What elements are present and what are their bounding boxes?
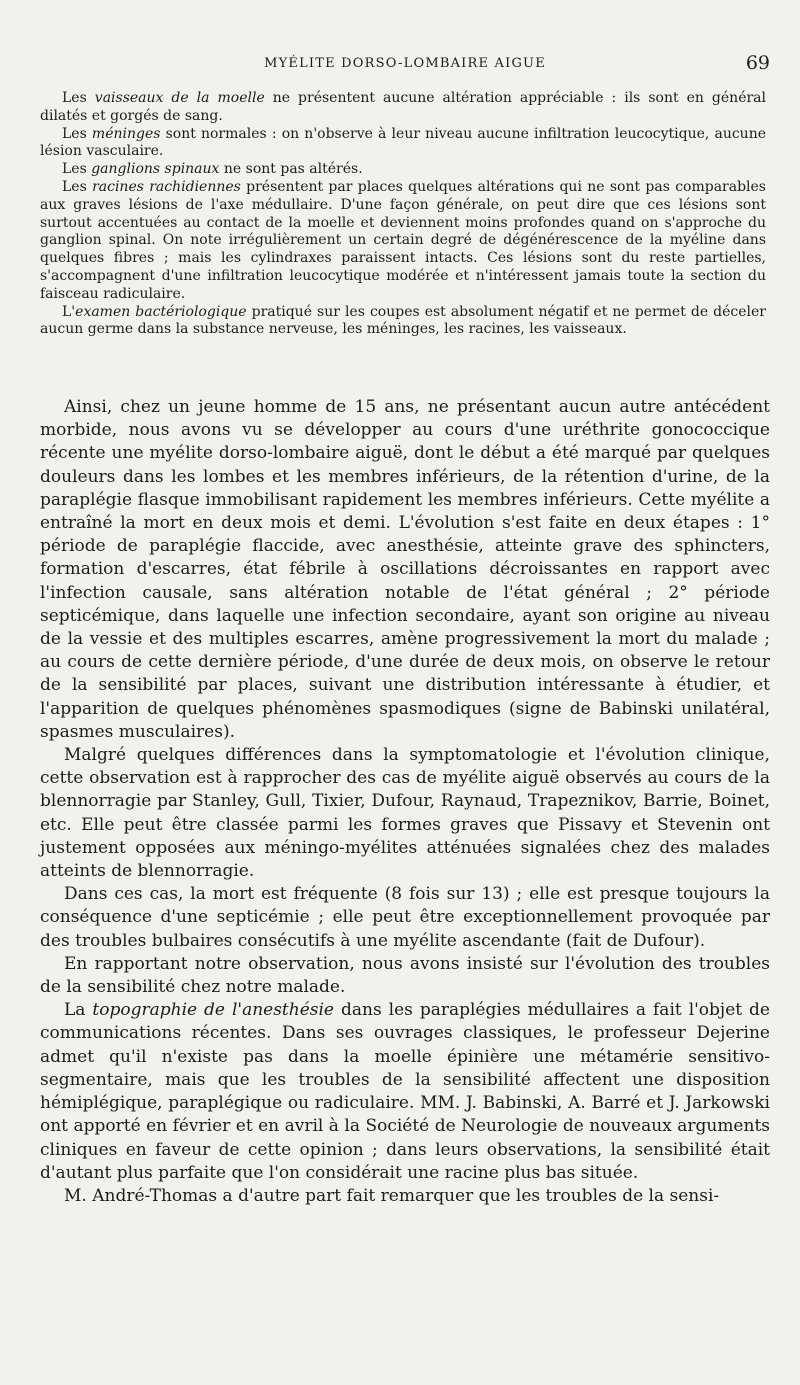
note-paragraph: Les racines rachidiennes présentent par places quelques altérations qui ne sont pas comparables aux graves lésions de l'axe médullaire. D'une façon générale, on peut dire que ces lésions sont surtout accentuées au contact de la moelle et deviennent moins profondes quand on s'approche du ganglion spinal. On note irrégulièrement un certain degré de dégénérescence de la myéline dans quelques fibres ; mais les cylindraxes paraissent intacts. Ces lésions sont du reste partielles, s'accompagnent d'une infiltration leucocytique modérée et n'intéressent jamais toute la section du faisceau radiculaire. [40, 178, 766, 302]
main-text [40, 396, 770, 1208]
body-paragraph: La topographie de l'anesthésie dans les paraplégies médullaires a fait l'objet de communications récentes. Dans ses ouvrages classiques, le professeur Dejerine admet qu'il n'existe pas dans la moelle épinière une métamérie sensitivo-segmentaire, mais que les troubles de la sensibilité affectent une disposition hémiplégique, paraplégique ou radiculaire. MM. J. Babinski, A. Barré et J. Jarkowski ont apporté en février et en avril à la Société de Neurologie de nouveaux arguments cliniques en faveur de cette opinion ; dans leurs observations, la sensibilité était d'autant plus parfaite que l'on considérait une racine plus bas située. [40, 1000, 770, 1183]
body-paragraph: Ainsi, chez un jeune homme de 15 ans, ne présentant aucun autre antécédent morbide, nous avons vu se développer au cours d'une uréthrite gonococcique récente une myélite dorso-lombaire aiguë, dont le début a été marqué par quelques douleurs dans les lombes et les membres inférieurs, de la rétention d'urine, de la paraplégie flasque immobilisant rapidement les membres inférieurs. Cette myélite a entraîné la mort en deux mois et demi. L'évolution s'est faite en deux étapes : 1° période de paraplégie flaccide, avec anesthésie, atteinte grave des sphincters, formation d'escarres, état fébrile à oscillations décroissantes en rapport avec l'infection causale, sans altération notable de l'état général ; 2° période septicémique, dans laquelle une infection secondaire, ayant son origine au niveau de la vessie et des multiples escarres, amène progressivement la mort du malade ; au cours de cette dernière période, d'une durée de deux mois, on observe le retour de la sensibilité par places, suivant une distribution intéressante à étudier, et l'apparition de quelques phénomènes spasmodiques (signe de Babinski unilatéral, spasmes musculaires). [40, 397, 770, 742]
note-paragraph: L'examen bactériologique pratiqué sur les coupes est absolument négatif et ne permet de déceler aucun germe dans la substance nerveuse, les méninges, les racines, les vaisseaux. [40, 303, 766, 338]
note-term: méninges [91, 125, 161, 142]
body-paragraph: M. André-Thomas a d'autre part fait remarquer que les troubles de la sensi- [64, 1185, 720, 1206]
note-paragraph: Les vaisseaux de la moelle ne présentent aucune altération appréciable : ils sont en général dilatés et gorgés de sang. [40, 90, 766, 124]
note-term: ganglions spinaux [91, 161, 220, 178]
topography-term: topographie de l'anesthésie [92, 1000, 334, 1021]
observation-notes [40, 90, 766, 339]
note-paragraph: Les ganglions spinaux ne sont pas altérés. [62, 161, 363, 178]
running-header [40, 52, 770, 76]
note-paragraph: Les méninges sont normales : on n'observe à leur niveau aucune infiltration leucocytique, aucune lésion vasculaire. [40, 125, 766, 160]
page-number: 69 [745, 52, 770, 74]
note-term: racines rachidiennes [92, 178, 241, 195]
note-term: examen bactériologique [75, 303, 247, 320]
body-paragraph: Malgré quelques différences dans la symptomatologie et l'évolution clinique, cette observation est à rapprocher des cas de myélite aiguë observés au cours de la blennorragie par Stanley, Gull, Tixier, Dufour, Raynaud, Trapeznikov, Barrie, Boinet, etc. Elle peut être classée parmi les formes graves que Pissavy et Stevenin ont justement opposées aux méningo-myélites atténuées signalées chez des malades atteints de blennorragie. [40, 745, 770, 882]
body-paragraph: Dans ces cas, la mort est fréquente (8 fois sur 13) ; elle est presque toujours la conséquence d'une septicémie ; elle peut être exceptionnellement provoquée par des troubles bulbaires consécutifs à une myélite ascendante (fait de Dufour). [40, 884, 770, 951]
body-paragraph: En rapportant notre observation, nous avons insisté sur l'évolution des troubles de la sensibilité chez notre malade. [40, 953, 770, 998]
running-title: MYÉLITE DORSO-LOMBAIRE AIGUE [264, 56, 546, 71]
note-term: vaisseaux de la moelle [94, 90, 265, 106]
